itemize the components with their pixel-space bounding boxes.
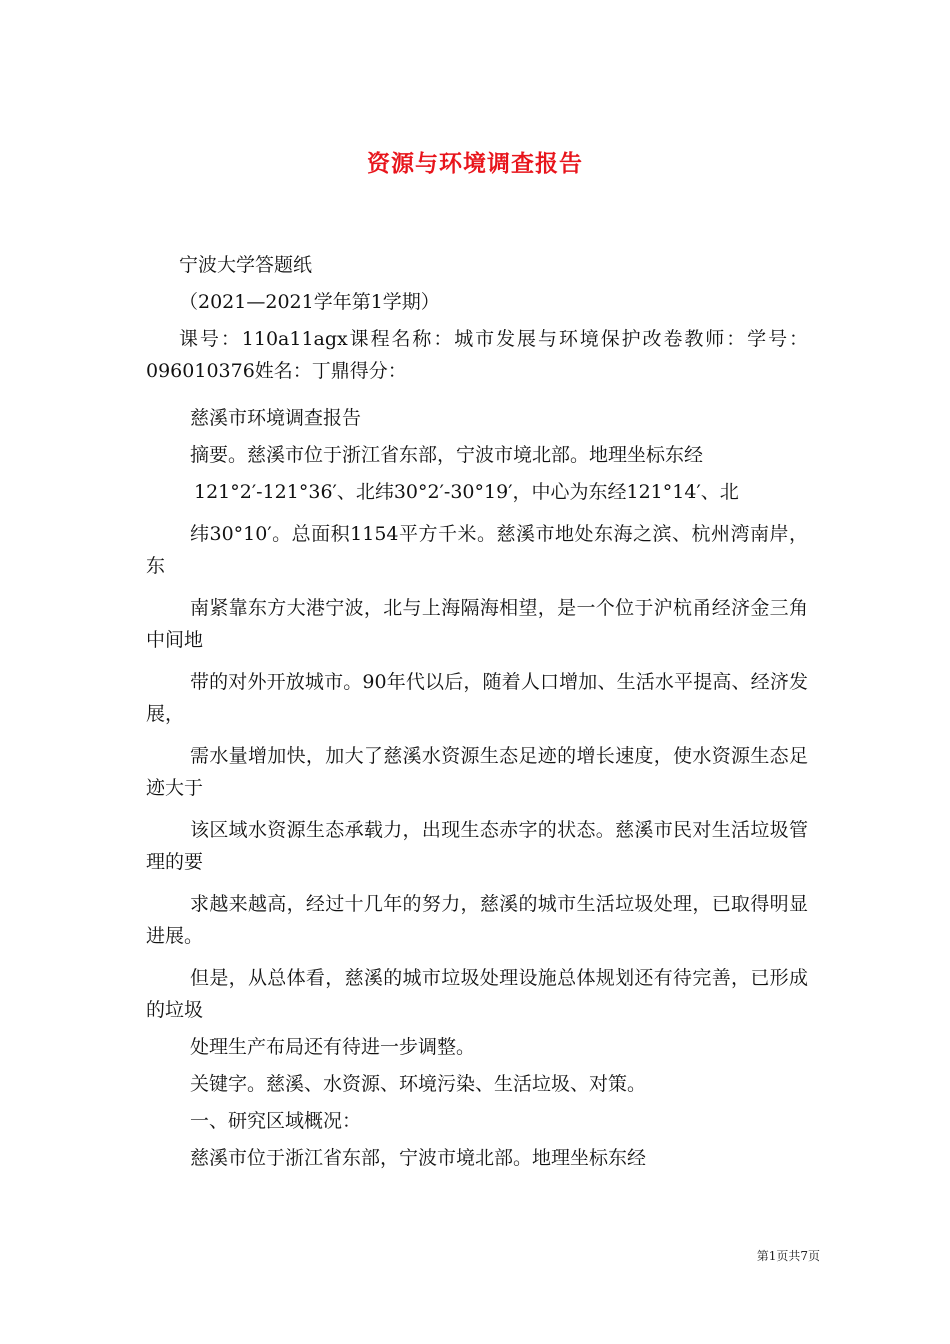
paragraph-overview-start: 慈溪市位于浙江省东部，宁波市境北部。地理坐标东经 <box>190 1147 647 1169</box>
page-number: 第1页共7页 <box>756 1249 820 1263</box>
paragraph-report-title: 慈溪市环境调查报告 <box>190 407 362 429</box>
paragraph-ecological-deficit: 该区域水资源生态承载力，出现生态赤字的状态。慈溪市民对生活垃圾管理的要 <box>146 819 808 873</box>
section-heading-overview: 一、研究区域概况： <box>190 1110 362 1132</box>
document-title: 资源与环境调查报告 <box>367 150 583 178</box>
paragraph-coordinates: 121°2′-121°36′、北纬30°2′-30°19′，中心为东经121°14′、北 <box>194 481 739 503</box>
paragraph-location: 南紧靠东方大港宁波，北与上海隔海相望，是一个位于沪杭甬经济金三角中间地 <box>146 597 808 651</box>
paragraph-semester: （2021—2021学年第1学期） <box>179 291 440 313</box>
paragraph-course-info: 课号：110a11agx课程名称：城市发展与环境保护改卷教师：学号：096010376姓名：丁鼎得分： <box>146 328 808 382</box>
paragraph-answer-sheet: 宁波大学答题纸 <box>179 254 313 276</box>
paragraph-abstract: 摘要。慈溪市位于浙江省东部，宁波市境北部。地理坐标东经 <box>190 444 704 466</box>
paragraph-water-demand: 需水量增加快，加大了慈溪水资源生态足迹的增长速度，使水资源生态足迹大于 <box>146 745 808 799</box>
paragraph-area: 纬30°10′。总面积1154平方千米。慈溪市地处东海之滨、杭州湾南岸，东 <box>146 523 808 577</box>
paragraph-waste-progress: 求越来越高，经过十几年的努力，慈溪的城市生活垃圾处理，已取得明显进展。 <box>146 893 808 947</box>
document-body <box>146 249 808 1174</box>
paragraph-open-city: 带的对外开放城市。90年代以后，随着人口增加、生活水平提高、经济发展， <box>146 671 808 725</box>
paragraph-waste-planning: 但是，从总体看，慈溪的城市垃圾处理设施总体规划还有待完善，已形成的垃圾 <box>146 967 808 1021</box>
paragraph-keywords: 关键字。慈溪、水资源、环境污染、生活垃圾、对策。 <box>190 1073 647 1095</box>
paragraph-layout-adjust: 处理生产布局还有待进一步调整。 <box>190 1036 476 1058</box>
